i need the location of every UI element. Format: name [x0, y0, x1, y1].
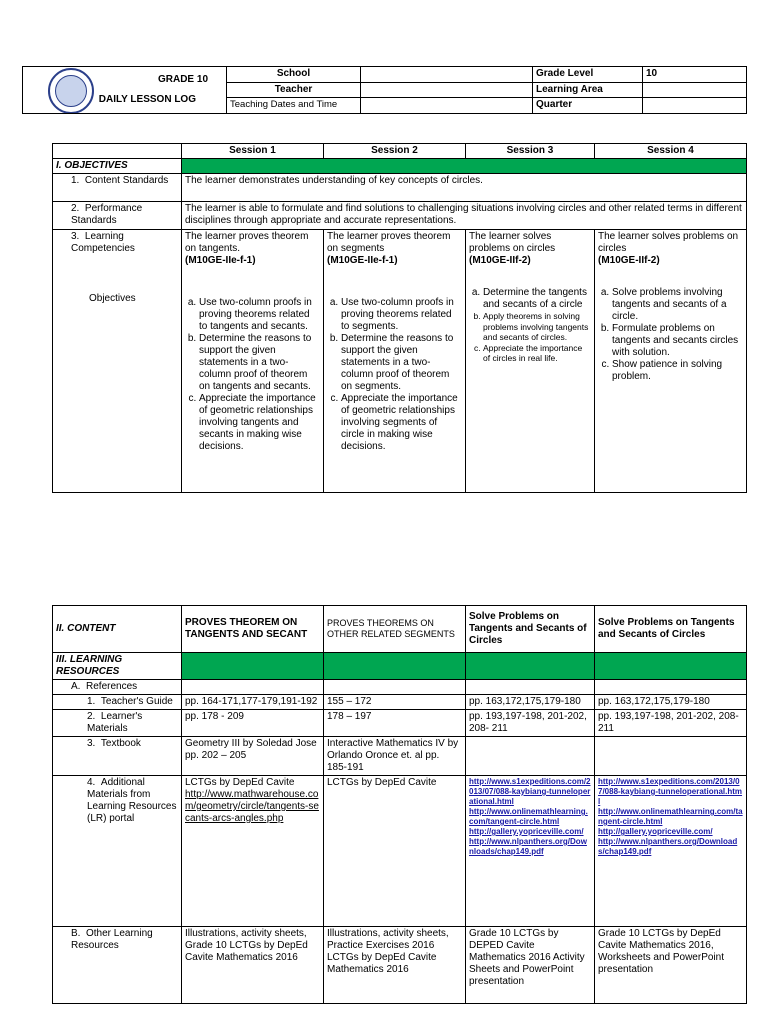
header-title-cell [23, 67, 227, 114]
header-table [22, 66, 747, 114]
competencies-label: 3. Learning Competencies [71, 231, 135, 254]
additional-s4 [595, 776, 747, 927]
other-s4: Grade 10 LCTGs by DepEd Cavite Mathematics 2016, Worksheets and PowerPoint presentation [595, 927, 747, 1004]
performance-standards-text: The learner is able to formulate and find solutions to challenging situations involving circles and other related terms in different disciplines through appropriate and accurate representations. [182, 202, 747, 230]
competency-code: (M10GE-IIf-2) [598, 255, 660, 266]
dates-label: Teaching Dates and Time [227, 98, 361, 114]
resource-link[interactable]: http://www.s1expeditions.com/2013/07/088-kaybiang-tunneloperational.html [598, 777, 743, 806]
session-3-header: Session 3 [466, 144, 595, 159]
resource-link[interactable]: http://www.nlpanthers.org/Downloads/chap149.pdf [598, 837, 738, 856]
resource-link[interactable]: http://www.nlpanthers.org/Downloads/chap149.pdf [469, 837, 587, 856]
competency-code: (M10GE-IIf-2) [469, 255, 531, 266]
corner-cell [53, 144, 182, 159]
grade-level-label: Grade Level [533, 67, 643, 83]
resource-link[interactable]: http://www.s1expeditions.com/2013/07/088-kaybiang-tunneloperational.html [469, 777, 591, 806]
additional-s2: LCTGs by DepEd Cavite [324, 776, 466, 927]
session-1-objectives [185, 297, 320, 453]
session-2-header: Session 2 [324, 144, 466, 159]
objectives-label: Objectives [89, 293, 136, 304]
competency-text: The learner solves problems on circles [469, 231, 556, 254]
textbook-s4 [595, 737, 747, 776]
competency-code: (M10GE-IIe-f-1) [327, 255, 398, 266]
objectives-green-band [182, 159, 747, 174]
school-label: School [227, 67, 361, 83]
session-3-objectives [469, 287, 591, 364]
resources-green-3 [466, 653, 595, 680]
resources-table [52, 605, 747, 1004]
teachers-guide-label: 1. Teacher's Guide [53, 695, 182, 710]
teachers-guide-s2: 155 – 172 [324, 695, 466, 710]
objective-item: b. Determine the reasons to support the given statements in a two-column proof of theorem on tangents and secants. [199, 333, 320, 393]
learning-area-label: Learning Area [533, 82, 643, 98]
content-standards-label: 1. Content Standards [53, 174, 182, 202]
textbook-s3 [466, 737, 595, 776]
learners-materials-label: 2. Learner's Materials [53, 710, 182, 737]
content-session-3: Solve Problems on Tangents and Secants of Circles [466, 606, 595, 653]
session-3-competency [466, 230, 595, 493]
objective-item: c. Appreciate the importance of circles in real life. [483, 343, 591, 364]
additional-s3 [466, 776, 595, 927]
objectives-table [52, 143, 747, 493]
grade-title: GRADE 10 [157, 74, 208, 85]
resources-green-1 [182, 653, 324, 680]
objective-item: b. Determine the reasons to support the given statements in a two-column proof of theorem on segments. [341, 333, 462, 393]
session-2-objectives [327, 297, 462, 453]
objectives-title: I. OBJECTIVES [53, 159, 182, 174]
content-session-1: PROVES THEOREM ON TANGENTS AND SECANT [182, 606, 324, 653]
resource-link[interactable]: http://www.onlinemathlearning.com/tangent-circle.html [469, 807, 588, 826]
session-4-competency [595, 230, 747, 493]
objective-item: c. Appreciate the importance of geometric relationships involving tangents and secants in making wise decisions. [199, 393, 320, 453]
resource-link[interactable]: http://www.onlinemathlearning.com/tangent-circle.html [598, 807, 743, 826]
learners-materials-s3: pp. 193,197-198, 201-202, 208- 211 [466, 710, 595, 737]
competency-code: (M10GE-IIe-f-1) [185, 255, 256, 266]
empty-cell [182, 680, 324, 695]
log-title: DAILY LESSON LOG [98, 94, 196, 105]
resource-link[interactable]: http://gallery.yopriceville.com/ [598, 827, 713, 836]
competencies-label-cell [53, 230, 182, 493]
objective-item: b. Formulate problems on tangents and secants circles with solution. [612, 323, 743, 359]
competency-text: The learner proves theorem on segments [327, 231, 451, 254]
additional-materials-label: 4. Additional Materials from Learning Resources (LR) portal [53, 776, 182, 927]
quarter-value[interactable] [643, 98, 747, 114]
objective-item: a. Solve problems involving tangents and secants of a circle. [612, 287, 743, 323]
resource-link[interactable]: http://gallery.yopriceville.com/ [469, 827, 584, 836]
competency-text: The learner solves problems on circles [598, 231, 739, 254]
objective-item: c. Appreciate the importance of geometric relationships involving segments of circle in making wise decisions. [341, 393, 462, 453]
empty-cell [595, 680, 747, 695]
session-2-competency [324, 230, 466, 493]
competency-text: The learner proves theorem on tangents. [185, 231, 309, 254]
objective-item: c. Show patience in solving problem. [612, 359, 743, 383]
resources-title: III. LEARNING RESOURCES [53, 653, 182, 680]
learning-area-value[interactable] [643, 82, 747, 98]
teachers-guide-s4: pp. 163,172,175,179-180 [595, 695, 747, 710]
additional-s1-text: LCTGs by DepEd Cavite [185, 777, 295, 788]
resources-green-4 [595, 653, 747, 680]
objective-item: b. Apply theorems in solving problems involving tangents and secants of circles. [483, 311, 591, 343]
content-session-4: Solve Problems on Tangents and Secants of Circles [595, 606, 747, 653]
resources-green-2 [324, 653, 466, 680]
dates-value[interactable] [361, 98, 533, 114]
other-resources-label: B. Other Learning Resources [53, 927, 182, 1004]
other-s1: Illustrations, activity sheets, Grade 10 LCTGs by DepEd Cavite Mathematics 2016 [182, 927, 324, 1004]
additional-s1 [182, 776, 324, 927]
teachers-guide-s3: pp. 163,172,175,179-180 [466, 695, 595, 710]
textbook-label: 3. Textbook [53, 737, 182, 776]
teacher-value[interactable] [361, 82, 533, 98]
other-s3: Grade 10 LCTGs by DEPED Cavite Mathematics 2016 Activity Sheets and PowerPoint presentation [466, 927, 595, 1004]
school-value[interactable] [361, 67, 533, 83]
content-session-2: PROVES THEOREMS ON OTHER RELATED SEGMENTS [324, 606, 466, 653]
objective-item: a. Use two-column proofs in proving theorems related to tangents and secants. [199, 297, 320, 333]
empty-cell [324, 680, 466, 695]
session-1-header: Session 1 [182, 144, 324, 159]
session-4-objectives [598, 287, 743, 383]
performance-standards-label: 2. Performance Standards [53, 202, 182, 230]
additional-s1-link[interactable]: http://www.mathwarehouse.com/geometry/circle/tangents-secants-arcs-angles.php [185, 789, 319, 824]
quarter-label: Quarter [533, 98, 643, 114]
session-4-header: Session 4 [595, 144, 747, 159]
grade-level-value[interactable]: 10 [643, 67, 747, 83]
objective-item: a. Use two-column proofs in proving theorems related to segments. [341, 297, 462, 333]
objective-item: a. Determine the tangents and secants of a circle [483, 287, 591, 311]
other-s2: Illustrations, activity sheets, Practice Exercises 2016 LCTGs by DepEd Cavite Mathematics 2016 [324, 927, 466, 1004]
textbook-s2: Interactive Mathematics IV by Orlando Oronce et. al pp. 185-191 [324, 737, 466, 776]
learners-materials-s2: 178 – 197 [324, 710, 466, 737]
textbook-s1: Geometry III by Soledad Jose pp. 202 – 205 [182, 737, 324, 776]
teacher-label: Teacher [227, 82, 361, 98]
references-label: A. References [53, 680, 182, 695]
content-standards-text: The learner demonstrates understanding of key concepts of circles. [182, 174, 747, 202]
session-1-competency [182, 230, 324, 493]
content-title: II. CONTENT [53, 606, 182, 653]
empty-cell [466, 680, 595, 695]
teachers-guide-s1: pp. 164-171,177-179,191-192 [182, 695, 324, 710]
learners-materials-s4: pp. 193,197-198, 201-202, 208- 211 [595, 710, 747, 737]
learners-materials-s1: pp. 178 - 209 [182, 710, 324, 737]
